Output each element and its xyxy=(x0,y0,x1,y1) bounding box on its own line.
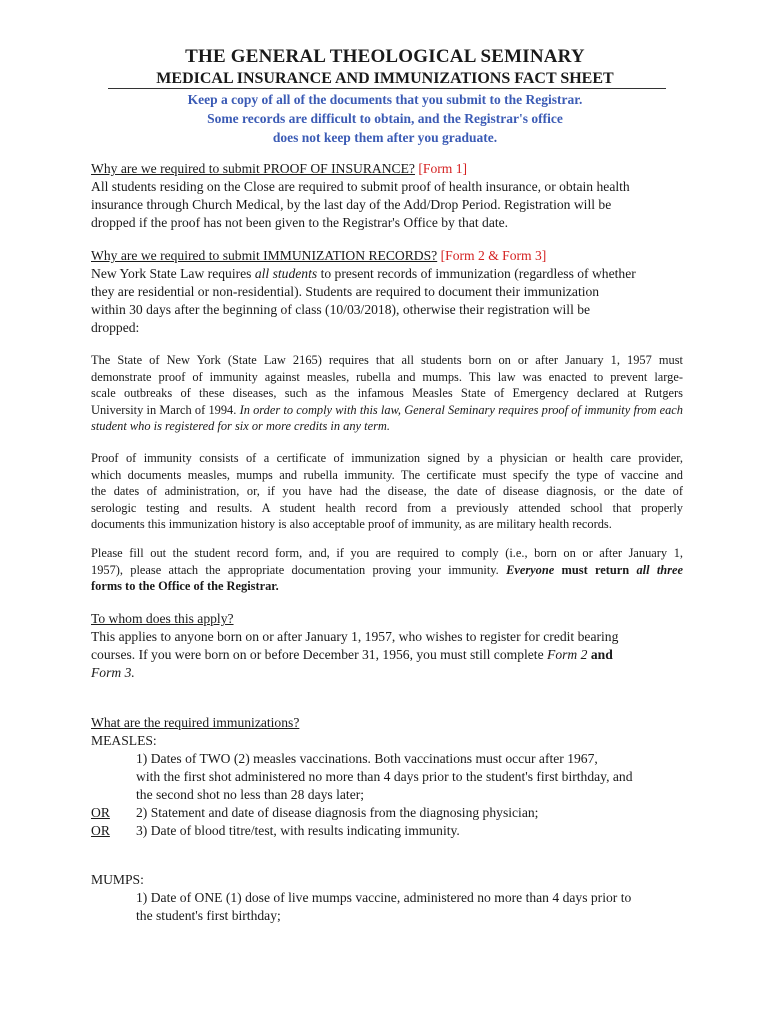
apply-body-line xyxy=(91,646,683,664)
immunization-body-line: within 30 days after the beginning of class (10/03/2018), otherwise their registration will be xyxy=(91,302,591,317)
measles-item: 1) Dates of TWO (2) measles vaccinations. Both vaccinations must occur after 1967, xyxy=(136,751,598,766)
insurance-question-line xyxy=(91,160,683,178)
measles-option-row xyxy=(91,804,683,822)
paragraph-line: forms to the Office of the Registrar. xyxy=(91,579,279,594)
apply-section xyxy=(91,610,683,682)
document-title: THE GENERAL THEOLOGICAL SEMINARY xyxy=(185,46,585,67)
immunization-body-line xyxy=(91,265,683,283)
mumps-item: the student's first birthday; xyxy=(136,908,281,923)
immunization-question-line xyxy=(91,247,683,265)
immunization-body-line: dropped: xyxy=(91,320,140,335)
paragraph-line xyxy=(91,402,683,419)
proof-paragraph xyxy=(91,450,683,533)
measles-option: 2) Statement and date of disease diagnosis from the diagnosing physician; xyxy=(136,805,539,820)
insurance-section xyxy=(91,160,683,232)
insurance-form-ref: [Form 1] xyxy=(418,161,468,176)
state-law-paragraph xyxy=(91,352,683,435)
apply-body-line: This applies to anyone born on or after January 1, 1957, who wishes to register for credit bearing xyxy=(91,629,619,644)
insurance-body-line: insurance through Church Medical, by the last day of the Add/Drop Period. Registration will be xyxy=(91,197,612,212)
immunization-body-line: they are residential or non-residential). Students are required to document their immunization xyxy=(91,284,600,299)
measles-item: with the first shot administered no more than 4 days prior to the student's first birthday, and xyxy=(136,769,633,784)
notice-line: Some records are difficult to obtain, and the Registrar's office xyxy=(207,111,563,126)
paragraph-line: The State of New York (State Law 2165) requires that all students born on or after January 1, 1957 must xyxy=(91,353,683,367)
text-run-bold: must return xyxy=(554,562,637,577)
immunization-section xyxy=(91,247,683,337)
mumps-label: MUMPS: xyxy=(91,872,144,887)
measles-item: the second shot no less than 28 days later; xyxy=(136,787,365,802)
measles-label: MEASLES: xyxy=(91,733,157,748)
text-run: to present records of immunization (regardless of whether xyxy=(317,266,636,281)
immunization-question: Why are we required to submit IMMUNIZATION RECORDS? xyxy=(91,248,438,263)
required-question: What are the required immunizations? xyxy=(91,715,300,730)
required-section xyxy=(91,714,683,840)
text-run-italic: In order to comply with this law, General Seminary requires proof of immunity from each xyxy=(239,402,684,417)
document-subtitle: MEDICAL INSURANCE AND IMMUNIZATIONS FACT SHEET xyxy=(156,70,614,87)
apply-body-line: Form 3. xyxy=(91,665,135,680)
text-run: courses. If you were born on or before December 31, 1956, you must still complete xyxy=(91,647,548,662)
text-run: 1957), please attach the appropriate documentation proving your immunity. xyxy=(91,562,507,577)
mumps-item: 1) Date of ONE (1) dose of live mumps vaccine, administered no more than 4 days prior to xyxy=(136,890,632,905)
immunization-form-ref: [Form 2 & Form 3] xyxy=(440,248,547,263)
paragraph-line: the dates of administration, or, if you have had the disease, the date of disease diagnosis, or the date of xyxy=(91,484,683,499)
notice-line: does not keep them after you graduate. xyxy=(272,130,498,145)
registrar-notice xyxy=(0,90,770,147)
insurance-body-line: dropped if the proof has not been given to the Registrar's Office by that date. xyxy=(91,215,509,230)
paragraph-line: Proof of immunity consists of a certificate of immunization signed by a physician or health care provider, xyxy=(91,451,683,465)
paragraph-line xyxy=(91,562,683,579)
insurance-question: Why are we required to submit PROOF OF INSURANCE? xyxy=(91,161,415,176)
text-run-bold-italic: all three xyxy=(636,562,683,577)
insurance-body-line: All students residing on the Close are required to submit proof of health insurance, or obtain health xyxy=(91,179,630,194)
paragraph-line: Please fill out the student record form, and, if you are required to comply (i.e., born on or after January 1, xyxy=(91,546,683,560)
text-run-bold-italic: Everyone xyxy=(506,562,555,577)
paragraph-line: student who is registered for six or more credits in any term. xyxy=(91,419,390,434)
paragraph-line: demonstrate proof of immunity against measles, rubella and mumps. This law was enacted to prevent large- xyxy=(91,369,683,384)
paragraph-line: serologic testing and results. A student health record from a previously attended school that properly xyxy=(91,500,683,515)
text-run-italic: Form 2 xyxy=(547,647,588,662)
text-run-bold: and xyxy=(587,647,613,662)
paragraph-line: scale outbreaks of these diseases, such as the infamous Measles State of Emergency declared at Rutgers xyxy=(91,386,683,401)
or-label: OR xyxy=(91,805,110,820)
title-underline xyxy=(108,88,666,89)
measles-option: 3) Date of blood titre/test, with results indicating immunity. xyxy=(136,823,460,838)
measles-option-row xyxy=(91,822,683,840)
fill-out-paragraph xyxy=(91,545,683,595)
text-run: University in March of 1994. xyxy=(91,402,240,417)
notice-line: Keep a copy of all of the documents that you submit to the Registrar. xyxy=(187,92,583,107)
apply-question: To whom does this apply? xyxy=(91,611,234,626)
or-label: OR xyxy=(91,823,110,838)
paragraph-line: which documents measles, mumps and rubella immunity. The certificate must specify the type of vaccine and xyxy=(91,467,683,482)
text-run: New York State Law requires xyxy=(91,266,255,281)
mumps-section xyxy=(91,871,683,925)
text-run-italic: all students xyxy=(254,266,318,281)
paragraph-line: documents this immunization history is also acceptable proof of immunity, as are military health records. xyxy=(91,517,612,532)
